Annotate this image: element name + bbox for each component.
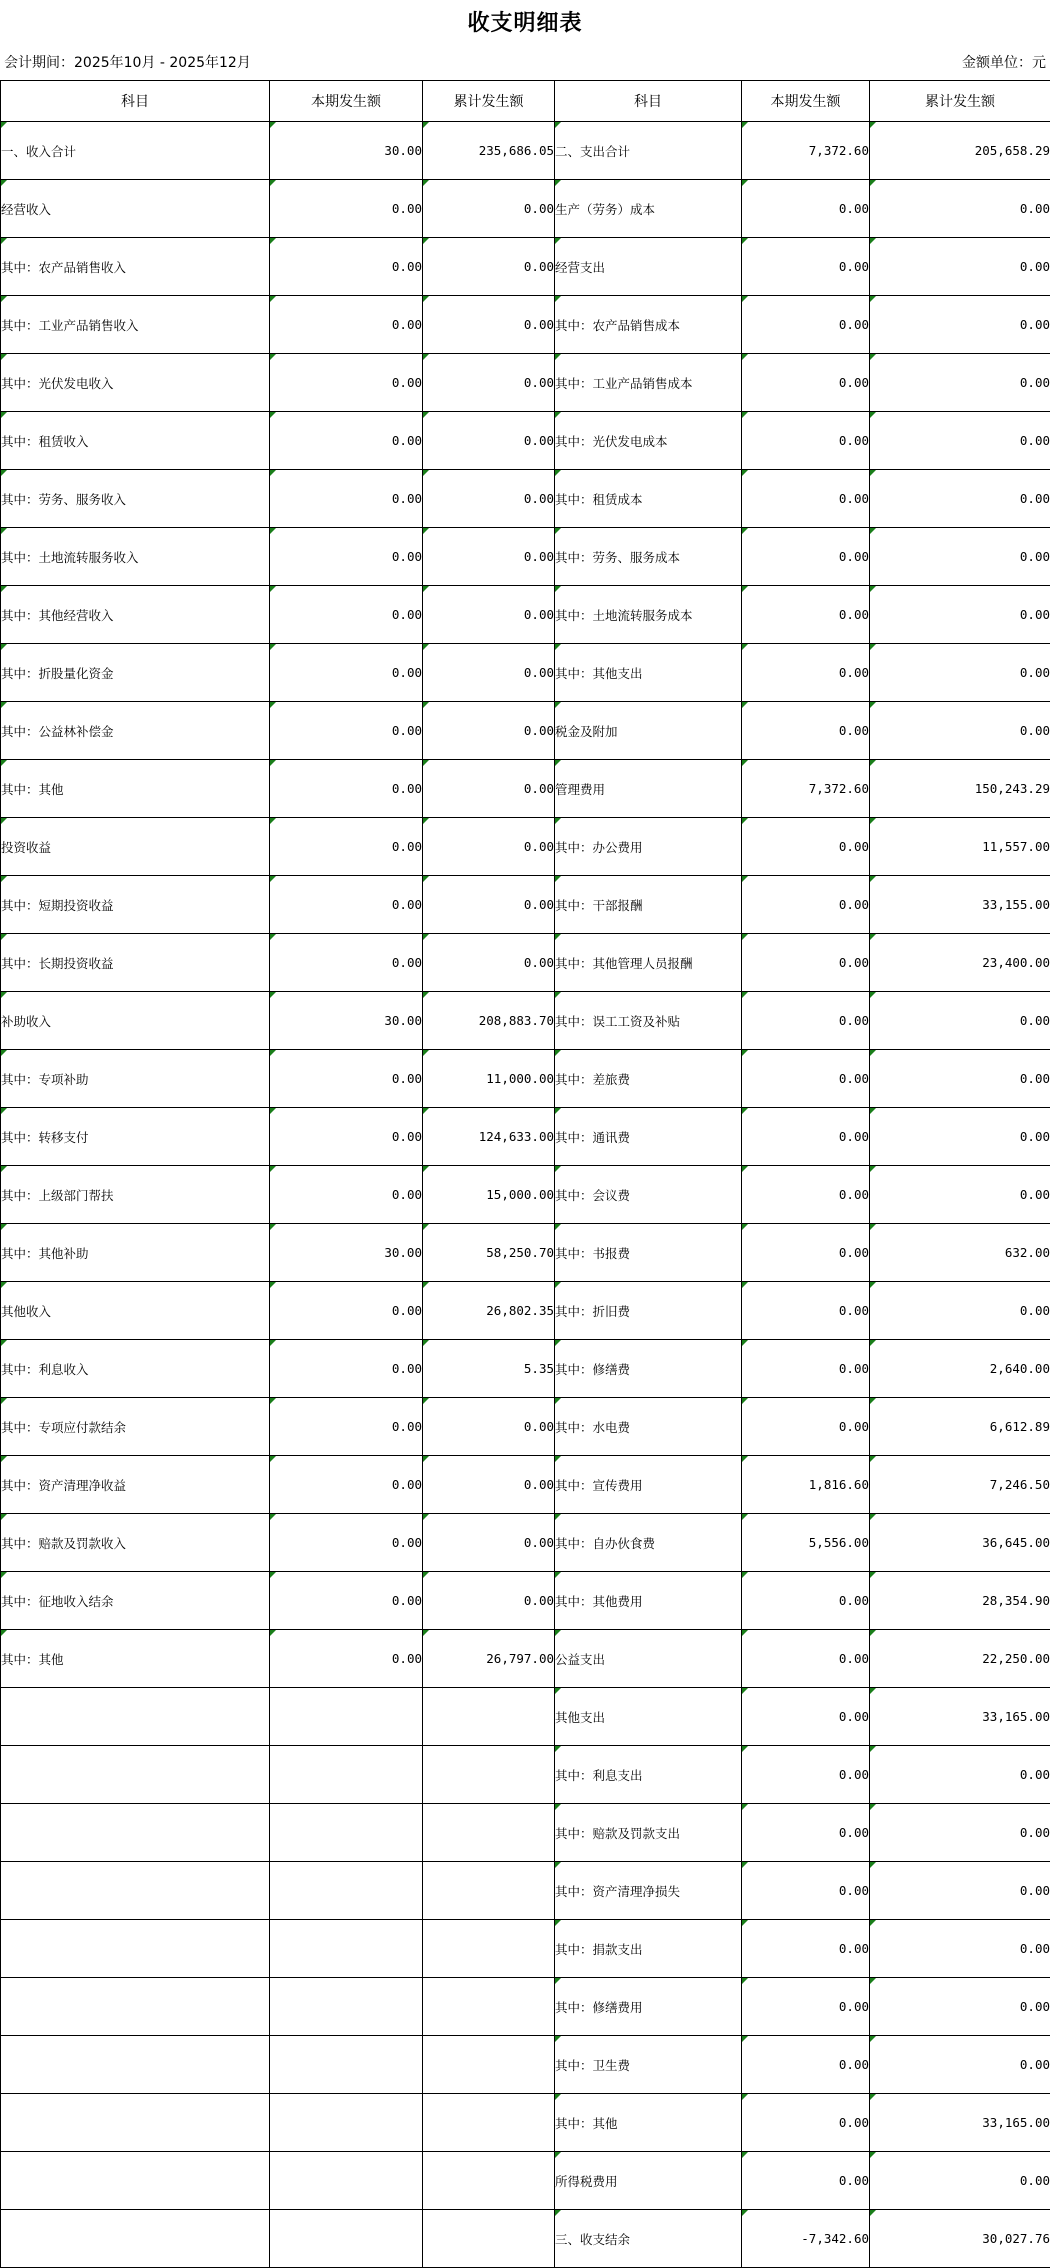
right-current-amount-cell: 0.00 — [742, 1978, 870, 2036]
right-subject-cell: 其他支出 — [555, 1688, 742, 1746]
right-subject-cell: 生产（劳务）成本 — [555, 180, 742, 238]
left-subject-cell: 其中：其他 — [1, 760, 270, 818]
right-cumulative-amount-cell: 0.00 — [870, 1862, 1050, 1920]
right-subject-cell: 其中：工业产品销售成本 — [555, 354, 742, 412]
left-current-amount-cell: 0.00 — [270, 1282, 423, 1340]
left-cumulative-amount-cell: 0.00 — [423, 1398, 555, 1456]
right-current-amount-cell: 0.00 — [742, 1572, 870, 1630]
right-current-amount-cell: 7,372.60 — [742, 122, 870, 180]
left-cumulative-amount-cell: 208,883.70 — [423, 992, 555, 1050]
left-cumulative-amount-cell: 0.00 — [423, 818, 555, 876]
left-subject-cell: 其中：土地流转服务收入 — [1, 528, 270, 586]
left-subject-cell: 其中：转移支付 — [1, 1108, 270, 1166]
left-current-amount-cell — [270, 2152, 423, 2210]
header-left-cumulative: 累计发生额 — [423, 81, 555, 122]
left-cumulative-amount-cell: 15,000.00 — [423, 1166, 555, 1224]
right-cumulative-amount-cell: 2,640.00 — [870, 1340, 1050, 1398]
right-cumulative-amount-cell: 30,027.76 — [870, 2210, 1050, 2268]
right-subject-cell: 其中：会议费 — [555, 1166, 742, 1224]
right-cumulative-amount-cell: 28,354.90 — [870, 1572, 1050, 1630]
right-subject-cell: 其中：农产品销售成本 — [555, 296, 742, 354]
left-current-amount-cell: 0.00 — [270, 354, 423, 412]
right-current-amount-cell: 7,372.60 — [742, 760, 870, 818]
table-row — [1, 528, 1050, 586]
right-subject-cell: 其中：差旅费 — [555, 1050, 742, 1108]
right-subject-cell: 公益支出 — [555, 1630, 742, 1688]
right-subject-cell: 其中：修缮费用 — [555, 1978, 742, 2036]
right-current-amount-cell: 0.00 — [742, 934, 870, 992]
right-cumulative-amount-cell: 36,645.00 — [870, 1514, 1050, 1572]
left-current-amount-cell: 0.00 — [270, 238, 423, 296]
table-row — [1, 1108, 1050, 1166]
left-cumulative-amount-cell: 0.00 — [423, 760, 555, 818]
left-current-amount-cell — [270, 1746, 423, 1804]
table-row — [1, 876, 1050, 934]
right-cumulative-amount-cell: 0.00 — [870, 412, 1050, 470]
right-current-amount-cell: 0.00 — [742, 2094, 870, 2152]
table-row — [1, 412, 1050, 470]
left-current-amount-cell: 0.00 — [270, 934, 423, 992]
left-current-amount-cell — [270, 1688, 423, 1746]
table-row — [1, 180, 1050, 238]
right-current-amount-cell: 0.00 — [742, 1746, 870, 1804]
right-cumulative-amount-cell: 0.00 — [870, 1166, 1050, 1224]
right-cumulative-amount-cell: 0.00 — [870, 1804, 1050, 1862]
right-cumulative-amount-cell: 0.00 — [870, 470, 1050, 528]
left-cumulative-amount-cell — [423, 1804, 555, 1862]
left-current-amount-cell: 0.00 — [270, 1050, 423, 1108]
right-subject-cell: 所得税费用 — [555, 2152, 742, 2210]
left-cumulative-amount-cell: 0.00 — [423, 876, 555, 934]
table-row — [1, 122, 1050, 180]
left-cumulative-amount-cell: 0.00 — [423, 470, 555, 528]
right-current-amount-cell: 0.00 — [742, 354, 870, 412]
left-subject-cell — [1, 1746, 270, 1804]
left-cumulative-amount-cell: 0.00 — [423, 934, 555, 992]
right-current-amount-cell: 0.00 — [742, 528, 870, 586]
left-current-amount-cell: 0.00 — [270, 1630, 423, 1688]
right-current-amount-cell: 0.00 — [742, 296, 870, 354]
table-row — [1, 1224, 1050, 1282]
right-cumulative-amount-cell: 0.00 — [870, 354, 1050, 412]
left-current-amount-cell — [270, 1862, 423, 1920]
right-subject-cell: 其中：水电费 — [555, 1398, 742, 1456]
right-current-amount-cell: 0.00 — [742, 1224, 870, 1282]
left-current-amount-cell: 0.00 — [270, 412, 423, 470]
left-subject-cell: 其中：工业产品销售收入 — [1, 296, 270, 354]
right-cumulative-amount-cell: 632.00 — [870, 1224, 1050, 1282]
table-row — [1, 1978, 1050, 2036]
accounting-period: 会计期间：2025年10月 - 2025年12月 — [4, 55, 251, 71]
left-subject-cell: 其中：赔款及罚款收入 — [1, 1514, 270, 1572]
right-subject-cell: 其中：办公费用 — [555, 818, 742, 876]
left-subject-cell: 投资收益 — [1, 818, 270, 876]
left-current-amount-cell: 0.00 — [270, 1108, 423, 1166]
left-subject-cell — [1, 1920, 270, 1978]
right-current-amount-cell: 0.00 — [742, 470, 870, 528]
right-subject-cell: 其中：通讯费 — [555, 1108, 742, 1166]
table-row — [1, 1572, 1050, 1630]
left-subject-cell — [1, 2152, 270, 2210]
left-subject-cell — [1, 1804, 270, 1862]
right-current-amount-cell: -7,342.60 — [742, 2210, 870, 2268]
right-current-amount-cell: 0.00 — [742, 412, 870, 470]
left-cumulative-amount-cell — [423, 1978, 555, 2036]
left-cumulative-amount-cell: 5.35 — [423, 1340, 555, 1398]
left-current-amount-cell: 0.00 — [270, 644, 423, 702]
left-cumulative-amount-cell — [423, 1746, 555, 1804]
table-row — [1, 470, 1050, 528]
left-cumulative-amount-cell: 0.00 — [423, 702, 555, 760]
left-subject-cell: 其他收入 — [1, 1282, 270, 1340]
left-subject-cell: 其中：其他经营收入 — [1, 586, 270, 644]
left-subject-cell: 其中：其他补助 — [1, 1224, 270, 1282]
right-cumulative-amount-cell: 22,250.00 — [870, 1630, 1050, 1688]
left-subject-cell: 其中：专项应付款结余 — [1, 1398, 270, 1456]
right-subject-cell: 其中：干部报酬 — [555, 876, 742, 934]
right-current-amount-cell: 0.00 — [742, 876, 870, 934]
table-row — [1, 1862, 1050, 1920]
left-current-amount-cell: 0.00 — [270, 180, 423, 238]
left-subject-cell: 其中：劳务、服务收入 — [1, 470, 270, 528]
left-cumulative-amount-cell — [423, 1920, 555, 1978]
left-current-amount-cell: 30.00 — [270, 122, 423, 180]
left-subject-cell — [1, 1688, 270, 1746]
right-subject-cell: 其中：修缮费 — [555, 1340, 742, 1398]
header-right-subject: 科目 — [555, 81, 742, 122]
table-row — [1, 1340, 1050, 1398]
left-subject-cell — [1, 2210, 270, 2268]
left-cumulative-amount-cell: 58,250.70 — [423, 1224, 555, 1282]
left-cumulative-amount-cell: 0.00 — [423, 586, 555, 644]
right-cumulative-amount-cell: 0.00 — [870, 2152, 1050, 2210]
left-subject-cell: 经营收入 — [1, 180, 270, 238]
right-subject-cell: 其中：折旧费 — [555, 1282, 742, 1340]
right-cumulative-amount-cell: 0.00 — [870, 1108, 1050, 1166]
table-row — [1, 1456, 1050, 1514]
right-subject-cell: 其中：赔款及罚款支出 — [555, 1804, 742, 1862]
left-cumulative-amount-cell: 26,802.35 — [423, 1282, 555, 1340]
right-cumulative-amount-cell: 23,400.00 — [870, 934, 1050, 992]
left-current-amount-cell: 0.00 — [270, 818, 423, 876]
right-cumulative-amount-cell: 0.00 — [870, 644, 1050, 702]
left-subject-cell: 其中：租赁收入 — [1, 412, 270, 470]
left-cumulative-amount-cell: 0.00 — [423, 1514, 555, 1572]
right-subject-cell: 三、收支结余 — [555, 2210, 742, 2268]
right-subject-cell: 其中：其他费用 — [555, 1572, 742, 1630]
right-current-amount-cell: 0.00 — [742, 702, 870, 760]
left-subject-cell — [1, 1862, 270, 1920]
left-cumulative-amount-cell — [423, 2094, 555, 2152]
left-subject-cell: 其中：农产品销售收入 — [1, 238, 270, 296]
table-row — [1, 238, 1050, 296]
table-row — [1, 702, 1050, 760]
right-current-amount-cell: 0.00 — [742, 1630, 870, 1688]
left-current-amount-cell — [270, 1920, 423, 1978]
right-subject-cell: 其中：其他支出 — [555, 644, 742, 702]
left-current-amount-cell — [270, 1804, 423, 1862]
right-cumulative-amount-cell: 11,557.00 — [870, 818, 1050, 876]
right-current-amount-cell: 0.00 — [742, 238, 870, 296]
left-current-amount-cell: 0.00 — [270, 470, 423, 528]
left-current-amount-cell — [270, 2094, 423, 2152]
header-left-subject: 科目 — [1, 81, 270, 122]
right-cumulative-amount-cell: 6,612.89 — [870, 1398, 1050, 1456]
table-row — [1, 296, 1050, 354]
right-subject-cell: 其中：土地流转服务成本 — [555, 586, 742, 644]
left-current-amount-cell: 0.00 — [270, 876, 423, 934]
right-subject-cell: 管理费用 — [555, 760, 742, 818]
left-subject-cell: 其中：光伏发电收入 — [1, 354, 270, 412]
table-row — [1, 354, 1050, 412]
right-cumulative-amount-cell: 0.00 — [870, 528, 1050, 586]
right-current-amount-cell: 0.00 — [742, 1398, 870, 1456]
left-current-amount-cell: 0.00 — [270, 1398, 423, 1456]
left-subject-cell — [1, 2036, 270, 2094]
right-subject-cell: 其中：租赁成本 — [555, 470, 742, 528]
right-current-amount-cell: 0.00 — [742, 1804, 870, 1862]
left-current-amount-cell: 0.00 — [270, 1572, 423, 1630]
left-current-amount-cell: 30.00 — [270, 1224, 423, 1282]
left-subject-cell: 其中：折股量化资金 — [1, 644, 270, 702]
left-current-amount-cell: 0.00 — [270, 1340, 423, 1398]
right-cumulative-amount-cell: 0.00 — [870, 1282, 1050, 1340]
left-current-amount-cell: 0.00 — [270, 586, 423, 644]
right-cumulative-amount-cell: 0.00 — [870, 296, 1050, 354]
left-cumulative-amount-cell: 0.00 — [423, 644, 555, 702]
left-cumulative-amount-cell — [423, 2036, 555, 2094]
left-subject-cell: 其中：专项补助 — [1, 1050, 270, 1108]
right-cumulative-amount-cell: 0.00 — [870, 586, 1050, 644]
table-row — [1, 760, 1050, 818]
right-current-amount-cell: 0.00 — [742, 1340, 870, 1398]
right-cumulative-amount-cell: 0.00 — [870, 702, 1050, 760]
left-current-amount-cell: 30.00 — [270, 992, 423, 1050]
right-subject-cell: 经营支出 — [555, 238, 742, 296]
right-subject-cell: 税金及附加 — [555, 702, 742, 760]
left-subject-cell — [1, 1978, 270, 2036]
left-cumulative-amount-cell: 0.00 — [423, 180, 555, 238]
right-cumulative-amount-cell: 0.00 — [870, 1920, 1050, 1978]
table-row — [1, 2094, 1050, 2152]
right-subject-cell: 其中：光伏发电成本 — [555, 412, 742, 470]
right-cumulative-amount-cell: 0.00 — [870, 1050, 1050, 1108]
report-title: 收支明细表 — [467, 10, 583, 36]
left-subject-cell: 一、收入合计 — [1, 122, 270, 180]
table-row — [1, 2210, 1050, 2268]
left-current-amount-cell: 0.00 — [270, 1166, 423, 1224]
right-cumulative-amount-cell: 0.00 — [870, 1746, 1050, 1804]
left-subject-cell: 其中：其他 — [1, 1630, 270, 1688]
right-cumulative-amount-cell: 0.00 — [870, 992, 1050, 1050]
right-subject-cell: 其中：书报费 — [555, 1224, 742, 1282]
currency-unit: 金额单位：元 — [962, 55, 1046, 71]
left-current-amount-cell: 0.00 — [270, 760, 423, 818]
header-right-current: 本期发生额 — [742, 81, 870, 122]
right-current-amount-cell: 0.00 — [742, 2036, 870, 2094]
left-cumulative-amount-cell — [423, 1862, 555, 1920]
left-cumulative-amount-cell: 0.00 — [423, 412, 555, 470]
right-current-amount-cell: 0.00 — [742, 644, 870, 702]
header-right-cumulative: 累计发生额 — [870, 81, 1050, 122]
left-subject-cell: 其中：上级部门帮扶 — [1, 1166, 270, 1224]
table-row — [1, 1688, 1050, 1746]
table-row — [1, 1166, 1050, 1224]
right-current-amount-cell: 0.00 — [742, 818, 870, 876]
table-row — [1, 1282, 1050, 1340]
table-row — [1, 1804, 1050, 1862]
right-subject-cell: 其中：卫生费 — [555, 2036, 742, 2094]
left-current-amount-cell: 0.00 — [270, 1514, 423, 1572]
left-subject-cell: 其中：短期投资收益 — [1, 876, 270, 934]
left-cumulative-amount-cell: 0.00 — [423, 354, 555, 412]
right-cumulative-amount-cell: 0.00 — [870, 1978, 1050, 2036]
left-current-amount-cell: 0.00 — [270, 702, 423, 760]
table-body — [1, 122, 1050, 2268]
left-cumulative-amount-cell: 26,797.00 — [423, 1630, 555, 1688]
right-subject-cell: 其中：资产清理净损失 — [555, 1862, 742, 1920]
right-subject-cell: 其中：其他 — [555, 2094, 742, 2152]
right-current-amount-cell: 0.00 — [742, 992, 870, 1050]
right-current-amount-cell: 0.00 — [742, 1050, 870, 1108]
left-current-amount-cell: 0.00 — [270, 296, 423, 354]
right-current-amount-cell: 0.00 — [742, 1282, 870, 1340]
right-subject-cell: 其中：劳务、服务成本 — [555, 528, 742, 586]
right-subject-cell: 二、支出合计 — [555, 122, 742, 180]
left-cumulative-amount-cell: 0.00 — [423, 528, 555, 586]
left-cumulative-amount-cell — [423, 1688, 555, 1746]
table-row — [1, 2152, 1050, 2210]
left-cumulative-amount-cell: 0.00 — [423, 238, 555, 296]
table-row — [1, 1630, 1050, 1688]
right-subject-cell: 其中：捐款支出 — [555, 1920, 742, 1978]
left-cumulative-amount-cell: 11,000.00 — [423, 1050, 555, 1108]
right-cumulative-amount-cell: 33,165.00 — [870, 2094, 1050, 2152]
right-subject-cell: 其中：宣传费用 — [555, 1456, 742, 1514]
left-subject-cell: 补助收入 — [1, 992, 270, 1050]
right-subject-cell: 其中：误工工资及补贴 — [555, 992, 742, 1050]
right-current-amount-cell: 1,816.60 — [742, 1456, 870, 1514]
right-cumulative-amount-cell: 205,658.29 — [870, 122, 1050, 180]
header-left-current: 本期发生额 — [270, 81, 423, 122]
table-row — [1, 818, 1050, 876]
left-subject-cell: 其中：征地收入结余 — [1, 1572, 270, 1630]
left-subject-cell: 其中：公益林补偿金 — [1, 702, 270, 760]
left-cumulative-amount-cell: 0.00 — [423, 1456, 555, 1514]
left-cumulative-amount-cell — [423, 2210, 555, 2268]
table-row — [1, 1920, 1050, 1978]
table-row — [1, 992, 1050, 1050]
right-current-amount-cell: 0.00 — [742, 1688, 870, 1746]
table-row — [1, 586, 1050, 644]
left-cumulative-amount-cell: 235,686.05 — [423, 122, 555, 180]
table-row — [1, 1050, 1050, 1108]
left-current-amount-cell — [270, 2210, 423, 2268]
table-row — [1, 1398, 1050, 1456]
table-header-row — [1, 81, 1050, 122]
table-row — [1, 1514, 1050, 1572]
right-subject-cell: 其中：利息支出 — [555, 1746, 742, 1804]
left-subject-cell — [1, 2094, 270, 2152]
right-current-amount-cell: 0.00 — [742, 1108, 870, 1166]
right-cumulative-amount-cell: 33,155.00 — [870, 876, 1050, 934]
right-current-amount-cell: 0.00 — [742, 1166, 870, 1224]
left-cumulative-amount-cell: 0.00 — [423, 296, 555, 354]
right-cumulative-amount-cell: 33,165.00 — [870, 1688, 1050, 1746]
left-current-amount-cell — [270, 2036, 423, 2094]
left-cumulative-amount-cell — [423, 2152, 555, 2210]
left-current-amount-cell — [270, 1978, 423, 2036]
right-current-amount-cell: 0.00 — [742, 1862, 870, 1920]
right-cumulative-amount-cell: 150,243.29 — [870, 760, 1050, 818]
right-current-amount-cell: 0.00 — [742, 586, 870, 644]
right-cumulative-amount-cell: 0.00 — [870, 180, 1050, 238]
left-subject-cell: 其中：资产清理净收益 — [1, 1456, 270, 1514]
left-cumulative-amount-cell: 124,633.00 — [423, 1108, 555, 1166]
right-current-amount-cell: 0.00 — [742, 2152, 870, 2210]
right-subject-cell: 其中：自办伙食费 — [555, 1514, 742, 1572]
table-row — [1, 644, 1050, 702]
table-row — [1, 1746, 1050, 1804]
table-row — [1, 2036, 1050, 2094]
right-cumulative-amount-cell: 0.00 — [870, 2036, 1050, 2094]
left-cumulative-amount-cell: 0.00 — [423, 1572, 555, 1630]
right-current-amount-cell: 5,556.00 — [742, 1514, 870, 1572]
right-cumulative-amount-cell: 7,246.50 — [870, 1456, 1050, 1514]
right-subject-cell: 其中：其他管理人员报酬 — [555, 934, 742, 992]
left-current-amount-cell: 0.00 — [270, 528, 423, 586]
right-current-amount-cell: 0.00 — [742, 1920, 870, 1978]
left-subject-cell: 其中：利息收入 — [1, 1340, 270, 1398]
left-subject-cell: 其中：长期投资收益 — [1, 934, 270, 992]
table-row — [1, 934, 1050, 992]
left-current-amount-cell: 0.00 — [270, 1456, 423, 1514]
income-expense-table — [0, 80, 1050, 2268]
right-current-amount-cell: 0.00 — [742, 180, 870, 238]
right-cumulative-amount-cell: 0.00 — [870, 238, 1050, 296]
